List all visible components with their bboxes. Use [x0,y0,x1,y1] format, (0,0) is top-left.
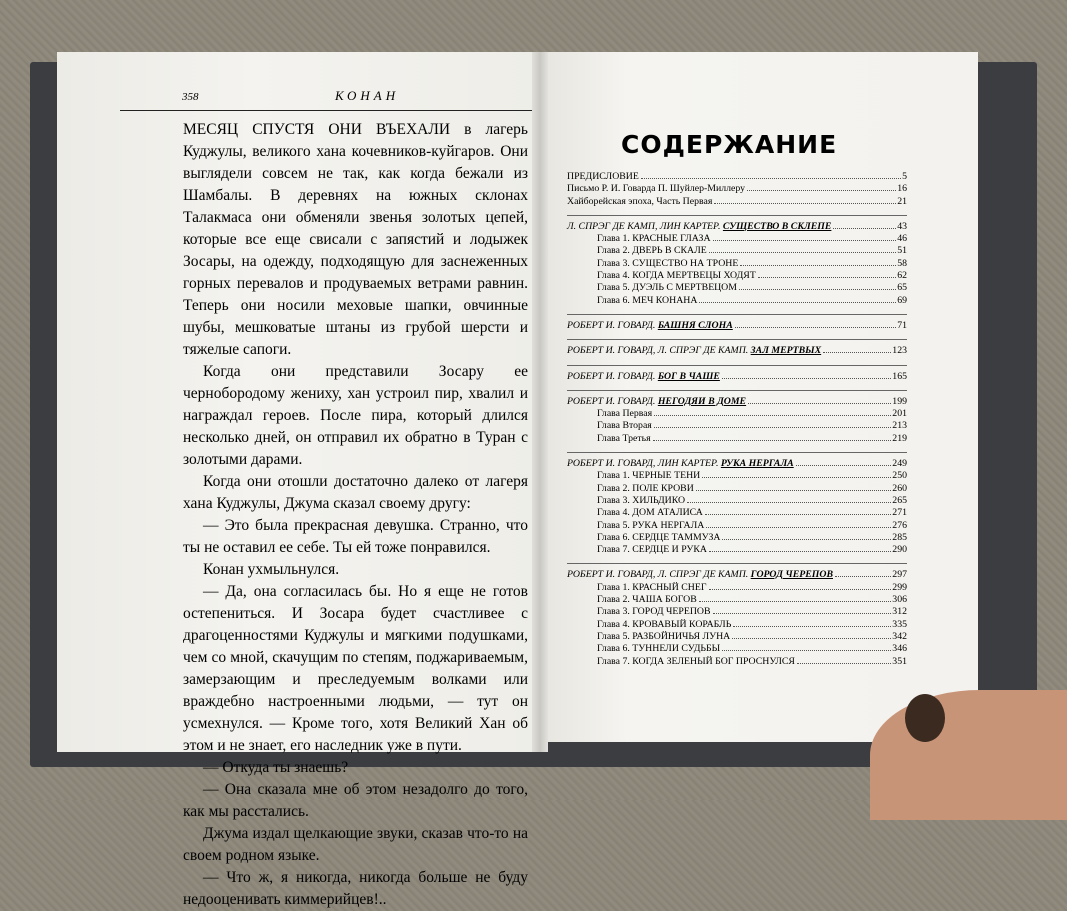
toc-page-number: 306 [892,594,907,606]
toc-leader-dots [722,539,891,540]
toc-separator [567,365,907,366]
page-number: 358 [182,91,199,103]
toc-page-number: 201 [892,408,907,420]
toc-leader-dots [835,576,891,577]
toc-entry [567,282,907,294]
paragraph: Джума издал щелкающие звуки, сказав что-то на своем родном языке. [183,825,528,864]
toc-page-number: 346 [892,643,907,655]
paragraph: — Это была прекрасная девушка. Странно, что ты не оставил ее себе. Ты ей тоже понравился. [183,517,528,556]
toc-leader-dots [641,178,901,179]
toc-entry [567,532,907,544]
toc-leader-dots [797,663,891,664]
toc-page-number: 71 [897,319,907,331]
toc-page-number: 199 [892,395,907,407]
story-text [183,119,528,911]
toc-page-number: 46 [897,233,907,245]
toc-leader-dots [653,440,892,441]
toc-page-number: 123 [892,345,907,357]
toc-entry-title: Глава 4. ДОМ АТАЛИСА [597,507,703,519]
toc-leader-dots [796,465,892,466]
toc-leader-dots [709,252,896,253]
toc-entry [567,594,907,606]
toc-entry [567,619,907,631]
toc-title: СОДЕРЖАНИЕ [621,130,838,159]
paragraph: — Что ж, я никогда, никогда больше не буду недооценивать киммерийцев!.. [183,869,528,908]
toc-leader-dots [654,427,892,428]
toc-entry-title: РУКА НЕРГАЛА [720,458,794,470]
toc-leader-dots [758,277,896,278]
toc-page-number: 65 [897,282,907,294]
toc-leader-dots [833,228,896,229]
toc-leader-dots [739,289,896,290]
toc-leader-dots [709,551,891,552]
toc-page-number: 43 [897,220,907,232]
toc-entry-author: РОБЕРТ И. ГОВАРД, ЛИН КАРТЕР. РУКА НЕРГАЛА [567,458,794,470]
toc-page-number: 58 [897,257,907,269]
toc-leader-dots [706,527,891,528]
toc-page-number: 249 [892,458,907,470]
toc-page-number: 335 [892,618,907,630]
toc-entry-title: Глава 1. ЧЕРНЫЕ ТЕНИ [597,470,701,482]
toc-entry-title: Глава Вторая [597,420,652,432]
paragraph: — Откуда ты знаешь? [203,759,349,776]
toc-entry [567,320,907,332]
paragraph: МЕСЯЦ СПУСТЯ ОНИ ВЪЕХАЛИ в лагерь Куджулы, великого хана кочевников-куйгаров. Они выглядели совсем не так, как когда бежали из Шамбалы. В деревнях на южных склонах Талакмаса они обменяли звенья золотых цепей, которые все еще свисали с запястий и лодыжек Зосары, на одежду, подходящую для заснеженных горных перевалов и продуваемых ветрами равнин. Теперь они носили меховые шапки, овчинные шубы, мешковатые штаны из грубой шерсти и тяжелые сапоги. [183,121,528,358]
toc-entry [567,433,907,445]
toc-entry-title: НЕГОДЯИ В ДОМЕ [657,395,747,407]
toc-entry-author: РОБЕРТ И. ГОВАРД. НЕГОДЯИ В ДОМЕ [567,395,747,407]
toc-entry [567,183,907,195]
toc-entry [567,270,907,282]
toc-entry [567,420,907,432]
toc-leader-dots [732,638,891,639]
toc-entry-title: Глава 5. ДУЭЛЬ С МЕРТВЕЦОМ [597,282,737,294]
toc-entry-title: Глава 2. ЧАША БОГОВ [597,594,697,606]
toc-entry-author: Л. СПРЭГ ДЕ КАМП, ЛИН КАРТЕР. СУЩЕСТВО В СКЛЕПЕ [567,220,832,232]
toc-page-number: 290 [892,544,907,556]
toc-entry-title: Глава 7. КОГДА ЗЕЛЕНЫЙ БОГ ПРОСНУЛСЯ [597,655,795,667]
toc-entry-title: БАШНЯ СЛОНА [657,319,733,331]
toc-page-number: 285 [892,531,907,543]
toc-leader-dots [722,650,891,651]
paragraph: Когда они отошли достаточно далеко от лагеря хана Куджулы, Джума сказал своему другу: [183,473,528,512]
toc-leader-dots [733,626,891,627]
toc-page-number: 250 [892,470,907,482]
toc-leader-dots [747,190,896,191]
toc-page-number: 5 [902,171,907,182]
toc-entry [567,233,907,245]
toc-leader-dots [709,589,892,590]
toc-page-number: 351 [892,655,907,667]
toc-separator [567,390,907,391]
toc-leader-dots [740,265,896,266]
toc-leader-dots [748,403,891,404]
toc-entry-title: ЗАЛ МЕРТВЫХ [750,345,822,357]
toc-entry [567,582,907,594]
toc-page-number: 16 [897,183,907,195]
toc-leader-dots [714,203,896,204]
toc-entry [567,495,907,507]
toc-entry-author: РОБЕРТ И. ГОВАРД, Л. СПРЭГ ДЕ КАМП. ЗАЛ МЕРТВЫХ [567,345,822,357]
paragraph: Когда они представили Зосару ее чернобородому жениху, хан устроил пир, хвалил и награждал героев. После пира, который длился несколько дней, он отправил их обратно в Туран с золотыми дарами. [183,363,528,468]
toc-leader-dots [702,477,891,478]
toc-entry-title: Письмо Р. И. Говарда П. Шуйлер-Миллеру [567,183,746,195]
toc-page-number: 21 [897,195,907,207]
toc-leader-dots [699,302,896,303]
toc-leader-dots [722,378,891,379]
toc-page-number: 299 [892,581,907,593]
toc-entry-title: Глава 6. МЕЧ КОНАНА [597,294,698,306]
paragraph: — Да, она согласилась бы. Но я еще не готов остепениться. И Зосара будет счастливее с драгоценностями Куджулы и мягкими подушками, чем со мной, скачущим по степям, поджариваемым, замерзающим и преследуемым волками или враждебно настроенными людьми, — тут он усмехнулся. — Кроме того, хотя Великий Хан об этом и не знает, его наследник уже в пути. [183,583,528,754]
toc-separator [567,339,907,340]
toc-entry [567,345,907,357]
toc-page-number: 213 [892,420,907,432]
toc-entry [567,245,907,257]
toc-entry-title: Глава 5. РАЗБОЙНИЧЬЯ ЛУНА [597,630,731,642]
toc-entry [567,631,907,643]
toc-entry-title: Глава 3. ХИЛЬДИКО [597,494,686,506]
toc-separator [567,452,907,453]
toc-leader-dots [687,502,891,503]
toc-entry-author: РОБЕРТ И. ГОВАРД, Л. СПРЭГ ДЕ КАМП. ГОРОД ЧЕРЕПОВ [567,569,833,581]
toc-entry-title: Глава Третья [597,432,651,444]
toc-separator [567,563,907,564]
toc-page-number: 297 [892,569,907,581]
toc-entry [567,569,907,581]
toc-entry [567,656,907,668]
hand [870,690,1067,820]
toc-entry-title: Глава 4. КРОВАВЫЙ КОРАБЛЬ [597,618,732,630]
toc-page-number: 276 [892,519,907,531]
toc-entry [567,606,907,618]
toc-entry-title: Глава 6. СЕРДЦЕ ТАММУЗА [597,531,721,543]
toc-entry-title: ПРЕДИСЛОВИЕ [567,171,639,182]
toc-entry-title: Глава 2. ДВЕРЬ В СКАЛЕ [597,245,707,257]
toc-entry-title: Глава 1. КРАСНЫЙ СНЕГ [597,581,707,593]
toc-entry [567,544,907,556]
toc-entry [567,470,907,482]
book-spine [532,52,548,752]
toc-leader-dots [713,613,892,614]
toc-entry [567,171,907,183]
toc-leader-dots [705,514,891,515]
toc-entry [567,295,907,307]
toc-page-number: 165 [892,370,907,382]
toc-page-number: 62 [897,270,907,282]
paragraph: Конан ухмыльнулся. [203,561,340,578]
toc-entry [567,396,907,408]
toc-page-number: 69 [897,294,907,306]
toc-entry [567,408,907,420]
header-rule [120,110,532,111]
toc-entry-title: СУЩЕСТВО В СКЛЕПЕ [722,220,832,232]
toc-entry-title: Глава Первая [597,408,653,420]
toc-entry-title: Глава 3. СУЩЕСТВО НА ТРОНЕ [597,257,739,269]
toc-entry [567,520,907,532]
toc-entry [567,196,907,208]
toc-page-number: 219 [892,432,907,444]
toc-leader-dots [654,415,891,416]
toc-entry-title: Глава 1. КРАСНЫЕ ГЛАЗА [597,233,711,245]
toc-separator [567,215,907,216]
toc-separator [567,314,907,315]
toc-leader-dots [696,490,892,491]
toc-entry-title: Глава 4. КОГДА МЕРТВЕЦЫ ХОДЯТ [597,270,756,282]
toc-entry-title: БОГ В ЧАШЕ [657,370,720,382]
toc-entry-title: Глава 3. ГОРОД ЧЕРЕПОВ [597,606,711,618]
toc-entry-title: Глава 7. СЕРДЦЕ И РУКА [597,544,707,556]
toc-page-number: 342 [892,630,907,642]
toc-entry-author: РОБЕРТ И. ГОВАРД. БОГ В ЧАШЕ [567,370,720,382]
toc-leader-dots [823,352,891,353]
toc-entry [567,371,907,383]
toc-entry-title: Глава 5. РУКА НЕРГАЛА [597,519,705,531]
toc-entry-title: ГОРОД ЧЕРЕПОВ [750,569,833,581]
toc-leader-dots [713,240,897,241]
toc-entry [567,643,907,655]
toc-page-number: 260 [892,482,907,494]
paragraph: — Она сказала мне об этом незадолго до того, как мы расстались. [183,781,528,820]
toc-entry-title: Глава 2. ПОЛЕ КРОВИ [597,482,694,494]
toc-page-number: 265 [892,494,907,506]
toc-page-number: 51 [897,245,907,257]
toc-entry [567,483,907,495]
toc-leader-dots [699,601,892,602]
toc-entry [567,221,907,233]
toc-entry [567,507,907,519]
fingernail [905,694,945,742]
toc-entry-title: Хайборейская эпоха, Часть Первая [567,195,713,207]
table-of-contents [567,171,907,668]
toc-entry [567,458,907,470]
running-head: КОНАН [335,88,400,103]
toc-entry-title: Глава 6. ТУННЕЛИ СУДЬБЫ [597,643,721,655]
toc-leader-dots [735,327,896,328]
toc-page-number: 312 [892,606,907,618]
toc-entry-author: РОБЕРТ И. ГОВАРД. БАШНЯ СЛОНА [567,319,733,331]
toc-entry [567,258,907,270]
toc-page-number: 271 [892,507,907,519]
